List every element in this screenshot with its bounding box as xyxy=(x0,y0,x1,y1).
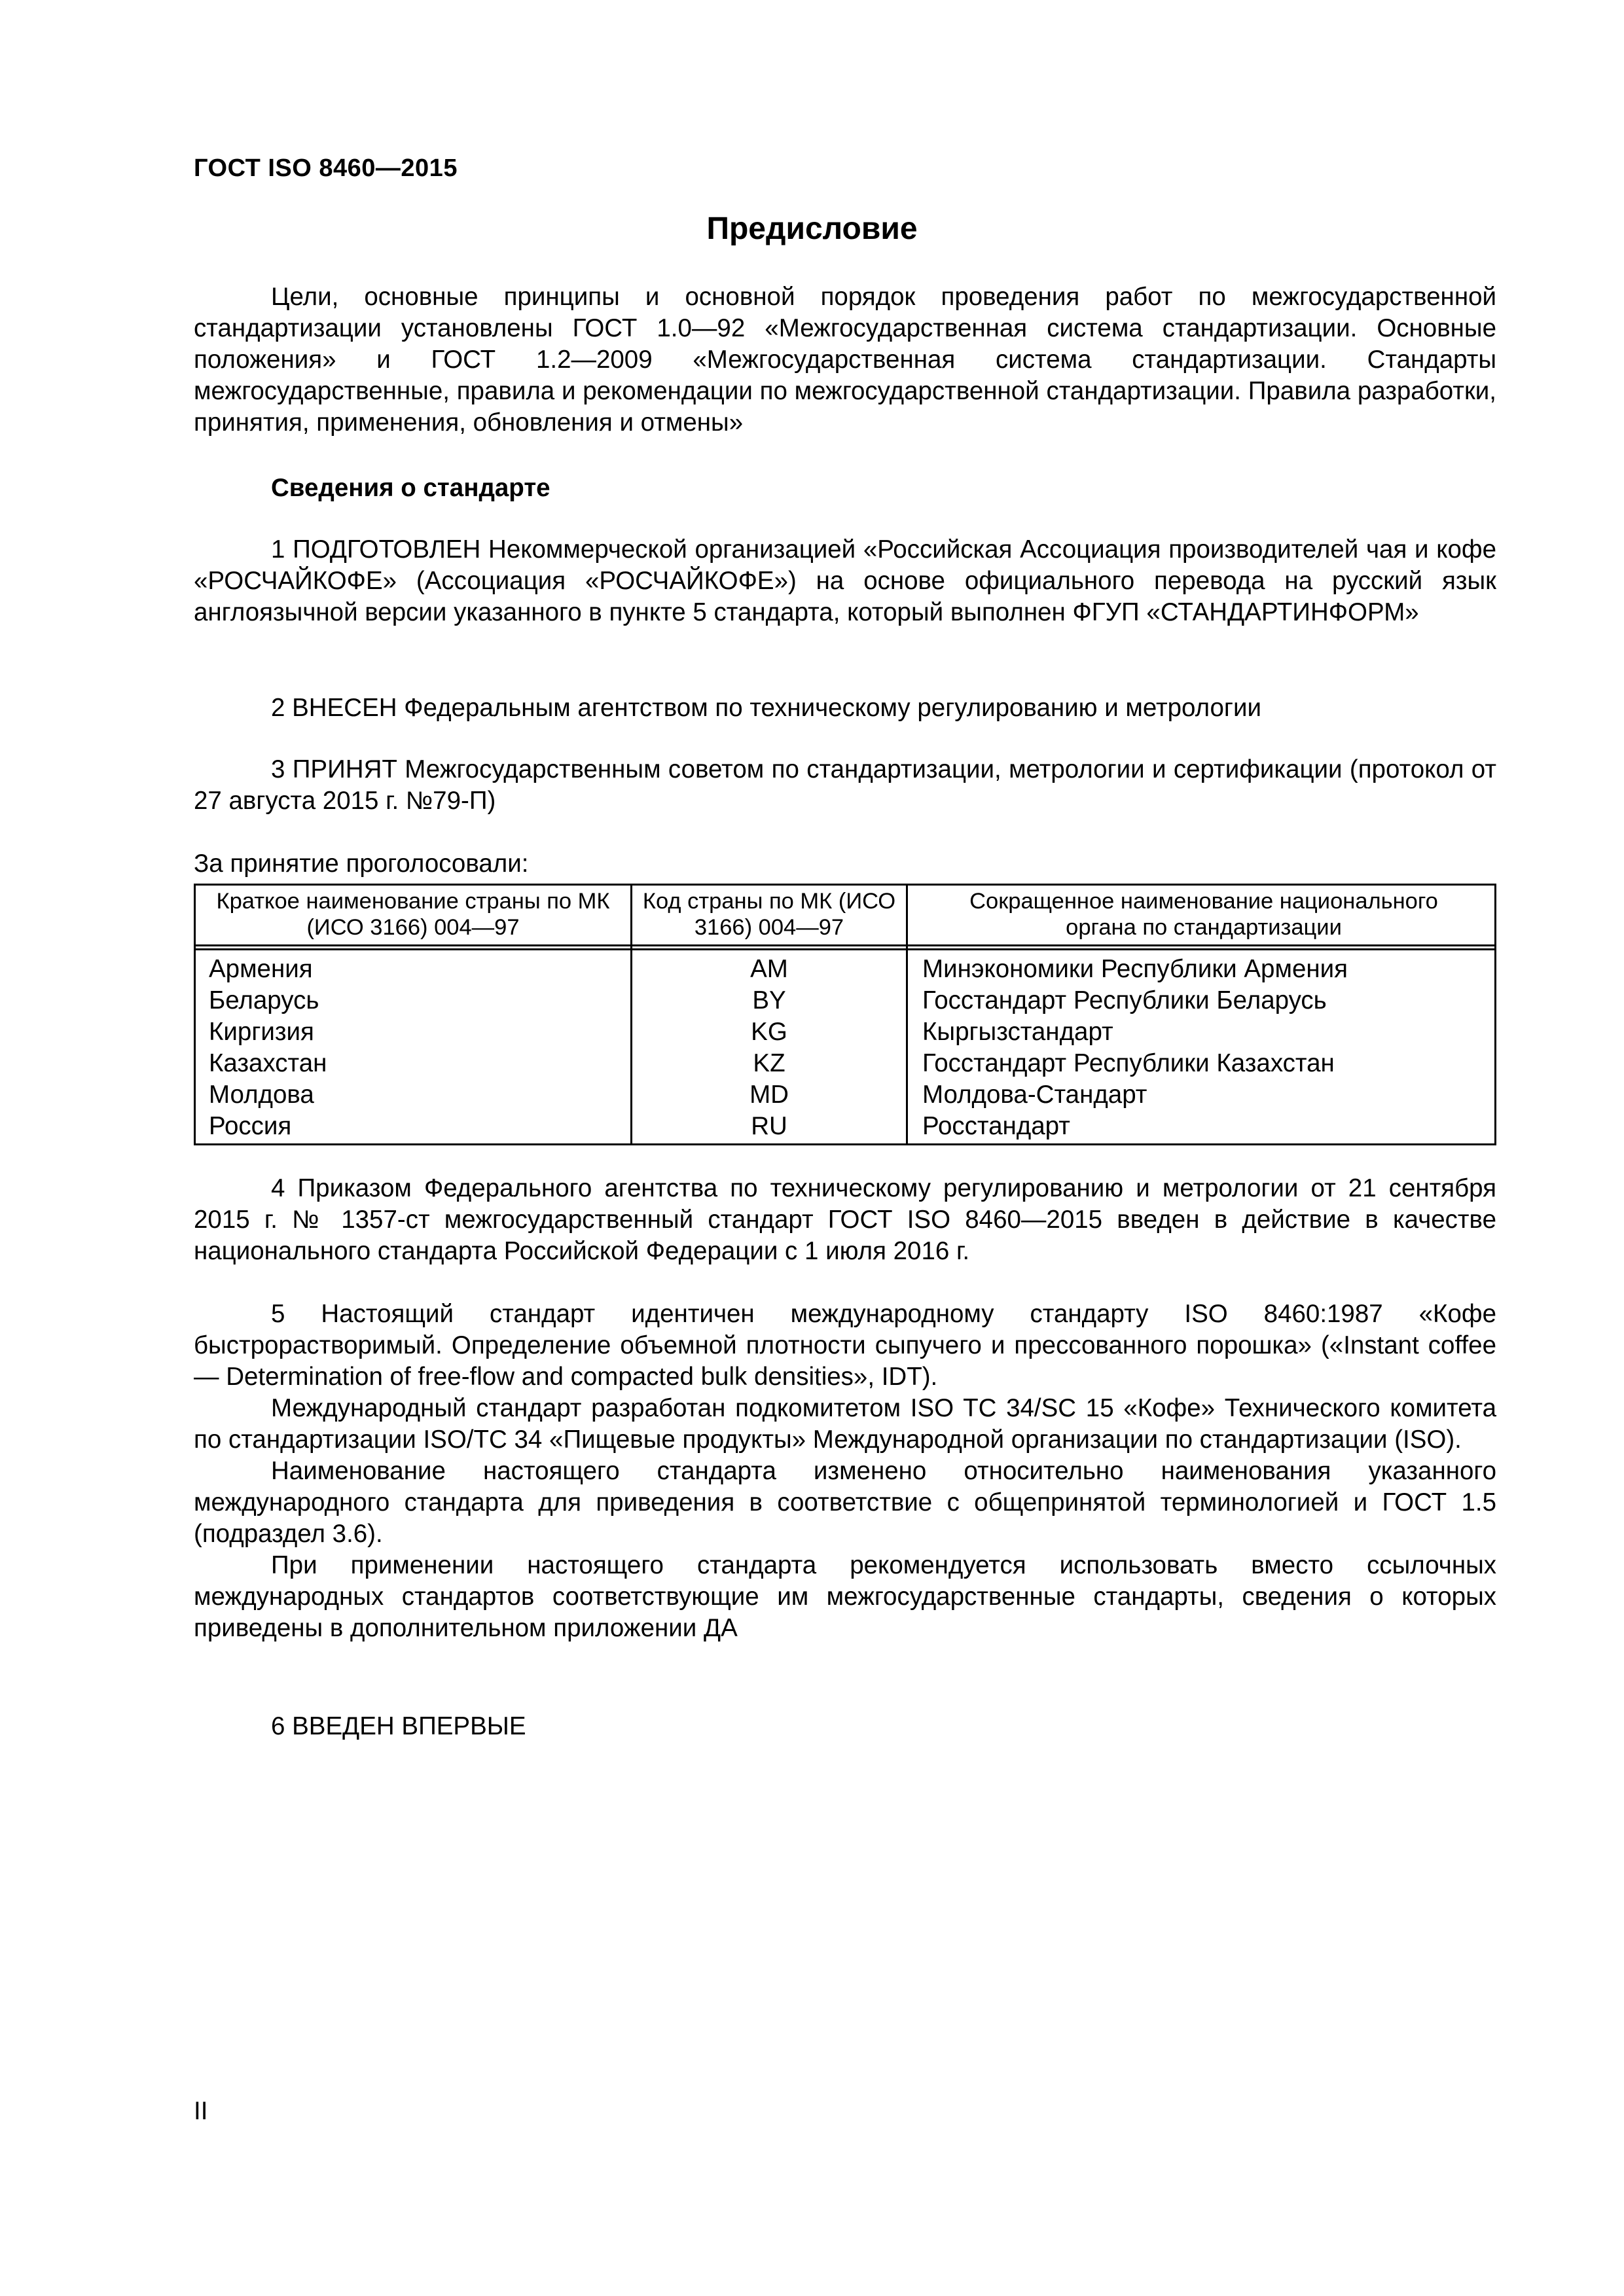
table-cell-code: MD xyxy=(749,1081,789,1109)
table-cell-code: RU xyxy=(751,1112,787,1140)
table-row xyxy=(196,1048,1494,1079)
item-5-committee-text: Международный стандарт разработан подкомитетом ISO TC 34/SC 15 «Кофе» Технического комитета по стандартизации ISO/TC 34 «Пищевые продукты» Международной организации по стандартизации (ISO). xyxy=(194,1394,1496,1454)
intro-paragraph xyxy=(194,281,1496,439)
table-cell-code: KZ xyxy=(753,1049,785,1077)
table-header-divider xyxy=(196,944,1494,946)
table-cell-country: Беларусь xyxy=(209,986,319,1014)
table-cell-organization: Госстандарт Республики Беларусь xyxy=(922,986,1327,1014)
table-header-country: Краткое наименование страны по МК (ИСО 3166) 004—97 xyxy=(216,889,610,940)
item-1-text: 1 ПОДГОТОВЛЕН Некоммерческой организацией «Российская Ассоциация производителей чая и кофе «РОСЧАЙКОФЕ» (Ассоциация «РОСЧАЙКОФЕ») на основе официального перевода на русский язык англоязычной версии указанного в пункте 5 стандарта, который выполнен ФГУП «СТАНДАРТИНФОРМ» xyxy=(194,535,1496,626)
item-1-paragraph xyxy=(194,534,1496,628)
item-3-text: 3 ПРИНЯТ Межгосударственным советом по стандартизации, метрологии и сертификации (протокол от 27 августа 2015 г. №79-П) xyxy=(194,755,1496,815)
table-cell-organization: Молдова-Стандарт xyxy=(922,1081,1147,1109)
table-cell-code: KG xyxy=(751,1018,787,1046)
item-5-section xyxy=(194,1299,1496,1644)
table-row xyxy=(196,954,1494,985)
document-code-header: ГОСТ ISO 8460—2015 xyxy=(194,154,458,182)
item-6-paragraph xyxy=(194,1711,1496,1742)
page-title: Предисловие xyxy=(706,211,918,246)
table-row xyxy=(196,985,1494,1016)
item-2-text: 2 ВНЕСЕН Федеральным агентством по техническому регулированию и метрологии xyxy=(271,694,1261,722)
table-cell-organization: Росстандарт xyxy=(922,1112,1070,1140)
table-cell-country: Россия xyxy=(209,1112,292,1140)
item-2-paragraph xyxy=(194,692,1496,724)
intro-text: Цели, основные принципы и основной порядок проведения работ по межгосударственной стандартизации установлены ГОСТ 1.0—92 «Межгосударственная система стандартизации. Основные положения» и ГОСТ 1.2—2009 «Межгосударственная система стандартизации. Стандарты межгосударственные, правила и рекомендации по межгосударственной стандартизации. Правила разработки, принятия, применения, обновления и отмены» xyxy=(194,283,1496,437)
table-row xyxy=(196,1016,1494,1048)
table-header-organization: Сокращенное наименование национального органа по стандартизации xyxy=(969,889,1438,940)
voting-table xyxy=(194,884,1496,1145)
table-cell-country: Армения xyxy=(209,955,313,983)
table-cell-code: AM xyxy=(750,955,788,983)
table-header-code: Код страны по МК (ИСО 3166) 004—97 xyxy=(642,889,896,940)
table-cell-code: BY xyxy=(752,986,786,1014)
table-cell-organization: Кыргызстандарт xyxy=(922,1018,1113,1046)
item-5-text: 5 Настоящий стандарт идентичен международному стандарту ISO 8460:1987 «Кофе быстрорастворимый. Определение объемной плотности сыпучего и прессованного порошка» («Instant coffee — Determination of free-flow and compacted bulk densities», IDT). xyxy=(194,1300,1496,1391)
table-cell-country: Казахстан xyxy=(209,1049,327,1077)
item-3-paragraph xyxy=(194,754,1496,817)
table-cell-organization: Минэкономики Республики Армения xyxy=(922,955,1348,983)
table-row xyxy=(196,1111,1494,1142)
item-4-paragraph xyxy=(194,1173,1496,1267)
section-subheading: Сведения о стандарте xyxy=(271,474,550,502)
item-5-title-change-text: Наименование настоящего стандарта изменено относительно наименования указанного международного стандарта для приведения в соответствие с общепринятой терминологией и ГОСТ 1.5 (подраздел 3.6). xyxy=(194,1457,1496,1548)
item-5-references-text: При применении настоящего стандарта рекомендуется использовать вместо ссылочных международных стандартов соответствующие им межгосударственные стандарты, сведения о которых приведены в дополнительном приложении ДА xyxy=(194,1551,1496,1642)
table-cell-country: Молдова xyxy=(209,1081,314,1109)
table-row xyxy=(196,1079,1494,1111)
page-number: II xyxy=(194,2097,208,2125)
item-4-text: 4 Приказом Федерального агентства по техническому регулированию и метрологии от 21 сентября 2015 г. № 1357-ст межгосударственный стандарт ГОСТ ISO 8460—2015 введен в действие в качестве национального стандарта Российской Федерации с 1 июля 2016 г. xyxy=(194,1174,1496,1265)
table-header-divider xyxy=(196,948,1494,950)
table-cell-organization: Госстандарт Республики Казахстан xyxy=(922,1049,1335,1077)
item-6-text: 6 ВВЕДЕН ВПЕРВЫЕ xyxy=(271,1712,526,1740)
vote-caption: За принятие проголосовали: xyxy=(194,850,529,878)
table-cell-country: Киргизия xyxy=(209,1018,314,1046)
